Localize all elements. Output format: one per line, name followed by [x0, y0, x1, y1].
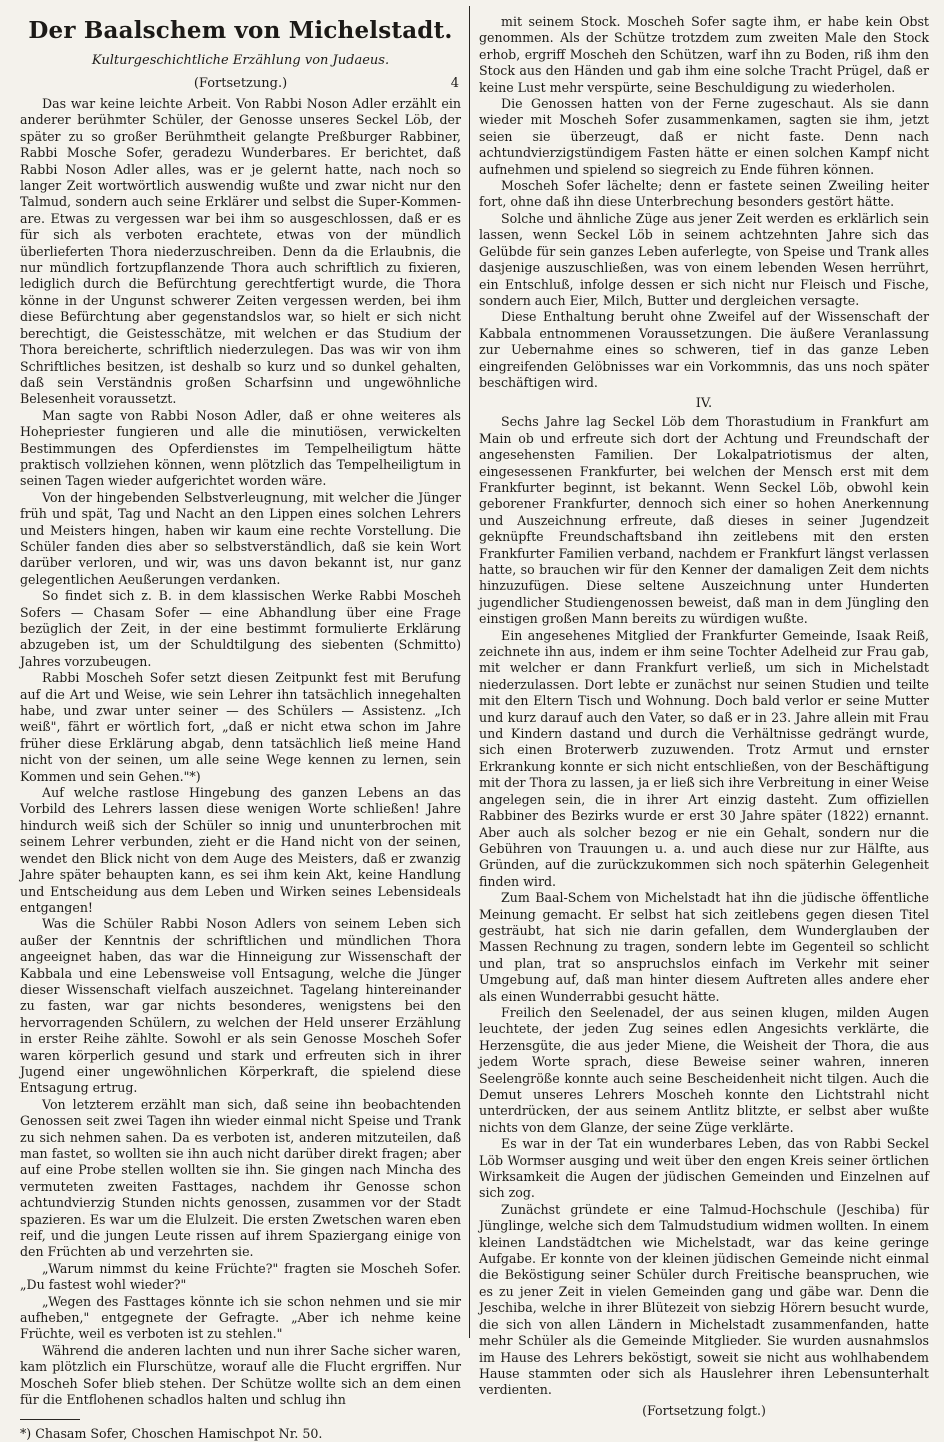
paragraph: Zum Baal-Schem von Michelstadt hat ihn die jüdische öffentliche Meinung gemacht. Er selbst hat sich zeitlebens gegen diesen Titel gesträubt, hat sich nie darin gefallen, dem Wunderglauben der Massen Rechnung zu tragen, sondern lebte im Gegenteil so schlicht und plan, trat so anspruchslos einfach im Verkehr mit seiner Umgebung auf, daß man hinter diesem Auftreten alles andere eher als einen Wunderrabbi gesucht hätte.	[479, 890, 929, 1004]
paragraph: So findet sich z. B. in dem klassischen Werke Rabbi Moscheh Sofers — Chasam Sofer — eine Abhandlung über eine Frage bezüglich der Zeit, in der eine bestimmt formulierte Erklärung abzugeben ist, um der Schuldtilgung des siebenten (Schmitto) Jahres vorzubeugen.	[20, 588, 461, 669]
paragraph: Auf welche rastlose Hingebung des ganzen Lebens an das Vorbild des Lehrers lassen diese wenigen Worte schließen! Jahre hindurch weiß sich der Schüler so innig und ununterbrochen mit seinem Lehrer verbunden, zieht er die Hand nicht von der seinen, wendet den Blick nicht von dem Auge des Meisters, daß er zwanzig Jahre später behaupten kann, es sei ihm kein Akt, keine Handlung und Entscheidung aus dem Leben und Wirken seines Lebensideals entgangen!	[20, 785, 461, 915]
paragraph: Während die anderen lachten und nun ihrer Sache sicher waren, kam plötzlich ein Flurschütze, worauf alle die Flucht ergriffen. Nur Moscheh Sofer blieb stehen. Der Schütze wollte sich an dem einen für die Entflohenen schadlos halten und schlug ihn	[20, 1342, 461, 1408]
paragraph: Die Genossen hatten von der Ferne zugeschaut. Als sie dann wieder mit Moscheh Sofer zusammenkamen, sagten sie ihm, jetzt seien sie überzeugt, daß er nicht faste. Denn nach achtundvierzigstündigem Fasten hätte er einen solchen Kampf nicht aufnehmen und spielend so siegreich zu Ende führen können.	[479, 96, 929, 177]
paragraph: Von letzterem erzählt man sich, daß seine ihn beobachtenden Genossen seit zwei Tagen ihn wieder einmal nicht Speise und Trank zu sich nehmen sahen. Da es verboten ist, anderen mitzuteilen, daß man fastet, so wollten sie ihn auch nicht darüber direkt fragen; aber auf eine Probe stellen wollten sie ihn. Sie gingen nach Mincha des vermuteten zweiten Fasttages, nachdem ihr Genosse schon achtundvierzig Stunden nichts genossen, zusammen vor der Stadt spazieren. Es war um die Elulzeit. Die ersten Zwetschen waren eben reif, und die jungen Leute rissen auf ihrem Spaziergang einige von den Früchten ab und verzehrten sie.	[20, 1096, 461, 1260]
paragraph: „Wegen des Fasttages könnte ich sie schon nehmen und sie mir aufheben," entgegnete der Gefragte. „Aber ich nehme keine Früchte, weil es verboten ist zu stehlen."	[20, 1293, 461, 1342]
article-title: Der Baalschem von Michelstadt.	[28, 17, 453, 44]
left-column	[20, 14, 461, 1441]
continuation-label: (Fortsetzung.)	[193, 76, 288, 91]
paragraph: Freilich den Seelenadel, der aus seinen klugen, milden Augen leuchtete, der jeden Zug seines edlen Angesichts verklärte, die Herzensgüte, die aus jeder Miene, die Weisheit der Thora, die aus jedem Worte sprach, diese Beweise seiner wahren, inneren Seelengröße konnte auch seine Bescheidenheit nicht tilgen. Auch die Demut unseres Lehrers Moscheh konnte den Lichtstrahl nicht unterdrücken, der aus seinem Antlitz blitzte, er selbst aber wußte nichts von dem Glanze, der seine Züge verklärte.	[479, 1004, 929, 1135]
paragraph: Diese Enthaltung beruht ohne Zweifel auf der Wissenschaft der Kabbala entnommenen Voraussetzungen. Die äußere Veranlassung zur Uebernahme eines so schweren, tief in das ganze Leben eingreifenden Gelöbnisses war ein Vorkommnis, das uns noch später beschäftigen wird.	[479, 309, 929, 390]
continuation-line	[20, 75, 461, 92]
paragraph: Rabbi Moscheh Sofer setzt diesen Zeitpunkt fest mit Berufung auf die Art und Weise, wie sein Lehrer ihn tatsächlich innegehalten habe, und zwar unter seiner — des Schülers — Assistenz. „Ich weiß", fährt er wörtlich fort, „daß er nicht etwa schon im Jahre früher diese Erklärung abgab, denn tatsächlich ließ meine Hand nicht von der seinen, um alle seine Wege kennen zu lernen, sein Kommen und sein Gehen."*)	[20, 670, 461, 784]
chapter-marker: 4	[450, 76, 459, 91]
paragraph: mit seinem Stock. Moscheh Sofer sagte ihm, er habe kein Obst genommen. Als der Schütze trotzdem zum zweiten Male den Stock erhob, ergriff Moscheh den Schützen, warf ihn zu Boden, riß ihm den Stock aus den Händen und gab ihm eine solche Tracht Prügel, daß er keine Lust mehr verspürte, seine Beschuldigung zu wiederholen.	[479, 14, 929, 95]
paragraph: Zunächst gründete er eine Talmud-Hochschule (Jeschiba) für Jünglinge, welche sich dem Talmudstudium widmen wollten. In einem kleinen Landstädtchen wie Michelstadt, war das keine geringe Aufgabe. Er konnte von der kleinen jüdischen Gemeinde nicht einmal die Beköstigung seiner Schüler durch Freitische beanspruchen, wie es zu jener Zeit in vielen Gemeinden gang und gäbe war. Denn die Jeschiba, welche in ihrer Blütezeit von siebzig Hörern besucht wurde, die sich von allen Ländern in Michelstadt zusammenfanden, hatte mehr Schüler als die Gemeinde Mitglieder. Sie wurden ausnahmslos im Hause des Lehrers beköstigt, soweit sie nicht aus wohlhabendem Hause stammten oder sich als Hauslehrer ihren Lebensunterhalt verdienten.	[479, 1201, 929, 1398]
paragraph: Es war in der Tat ein wunderbares Leben, das von Rabbi Seckel Löb Wormser ausging und weit über den engen Kreis seiner örtlichen Wirksamkeit die Augen der jüdischen Gemeinden und Einzelnen auf sich zog.	[479, 1136, 929, 1201]
footnote: *) Chasam Sofer, Choschen Hamischpot Nr. 50.	[20, 1425, 323, 1441]
left-body	[20, 96, 461, 1409]
section-number: IV.	[695, 396, 713, 412]
paragraph: Das war keine leichte Arbeit. Von Rabbi Noson Adler erzählt ein anderer berühmter Schüler, der Genosse unseres Seckel Löb, der später zu so großer Berühmtheit gelangte Preßburger Rabbiner, Rabbi Mosche Sofer, geradezu Wunderbares. Er berichtet, daß Rabbi Noson Adler alles, was er je gelernt hatte, nach noch so langer Zeit wortwörtlich auswendig wußte und zwar nicht nur den Talmud, sondern auch seine Erklärer und selbst die Super-Kommen-are. Etwas zu vergessen war bei ihm so ausgeschlossen, daß er es für sich als verboten erachtete, etwas von der mündlich überlieferten Thora niederzuschreiben. Denn da die Erlaubnis, die nur mündlich fortzupflanzende Thora auch schriftlich zu fixieren, lediglich durch die Befürchtung gerechtfertigt wurde, die Thora könne in der Ungunst schwerer Zeiten vergessen werden, bei ihm diese Befürchtung aber gegenstandslos war, so hielt er sich nicht berechtigt, die Geistesschätze, mit welchen er das Studium der Thora bereicherte, schriftlich niederzulegen. Das was wir von ihm Schriftliches besitzen, ist deshalb so kurz und so dunkel gehalten, daß sein Verständnis großen Scharfsinn und ungewöhnliche Belesenheit voraussetzt.	[20, 96, 461, 407]
article-subtitle: Kulturgeschichtliche Erzählung von Judaeus.	[91, 53, 390, 68]
paragraph: Ein angesehenes Mitglied der Frankfurter Gemeinde, Isaak Reiß, zeichnete ihn aus, indem er ihm seine Tochter Adelheid zur Frau gab, mit welcher er dann Frankfurt verließ, um sich in Michelstadt niederzulassen. Dort lebte er zunächst nur seinen Studien und teilte mit den Eltern Tisch und Wohnung. Doch bald verlor er seine Mutter und kurz darauf auch den Vater, so daß er in 23. Jahre allein mit Frau und Kindern dastand und durch die Verhältnisse gedrängt wurde, sich einen Broterwerb zuzuwenden. Trotz Armut und ernster Erkrankung konnte er sich nicht entschließen, von der Beschäftigung mit der Thora zu lassen, ja er ließ sich ihre Verbreitung in einer Weise angelegen sein, die in ihrer Art einzig dasteht. Zum offiziellen Rabbiner des Bezirks wurde er erst 30 Jahre später (1822) ernannt. Aber auch als solcher bezog er nie ein Gehalt, sondern nur die Gebühren von Trauungen u. a. und auch diese nur zur Hälfte, aus Gründen, auf die zurückzukommen sich noch späterhin Gelegenheit finden wird.	[479, 627, 929, 889]
column-divider	[469, 6, 470, 1338]
right-body-after	[479, 414, 929, 1398]
paragraph: Was die Schüler Rabbi Noson Adlers von seinem Leben sich außer der Kenntnis der schriftlichen und mündlichen Thora angeeignet haben, das war die Hinneigung zur Wissenschaft der Kabbala und eine Lebensweise voll Entsagung, welche die Jünger dieser Wissenschaft vielfach auszeichnet. Tagelang hintereinander zu fasten, war gar nichts besonderes, wenigstens bei den hervorragenden Schülern, zu welchen der Held unserer Erzählung in erster Reihe zählte. Sowohl er als sein Genosse Moscheh Sofer waren körperlich gesund und stark und erfreuten sich in ihrer Jugend einer ungewöhnlichen Körperkraft, die spielend diese Entsagung ertrug.	[20, 916, 461, 1096]
right-body-before	[479, 14, 929, 391]
paragraph: „Warum nimmst du keine Früchte?" fragten sie Moscheh Sofer. „Du fastest wohl wieder?"	[20, 1260, 461, 1293]
to-be-continued: (Fortsetzung folgt.)	[642, 1402, 766, 1418]
footnote-divider	[20, 1419, 80, 1420]
right-column	[479, 14, 929, 1418]
paragraph: Sechs Jahre lag Seckel Löb dem Thorastudium in Frankfurt am Main ob und erfreute sich dort der Achtung und Freundschaft der angesehensten Familien. Der Lokalpatriotismus der alten, eingesessenen Frankfurter, bei welchen der Mensch erst mit dem Frankfurter beginnt, ist bekannt. Wenn Seckel Löb, obwohl kein geborener Frankfurter, dennoch sich einer so hohen Anerkennung und Auszeichnung erfreute, daß dieses in seiner Jugendzeit geknüpfte Freundschaftsband ihn zeitlebens mit den ersten Frankfurter Familien verband, nachdem er Frankfurt längst verlassen hatte, so brauchen wir für den Kenner der damaligen Zeit dem nichts hinzuzufügen. Diese seltene Auszeichnung unter Hunderten jugendlicher Studiengenossen beweist, daß man in dem Jüngling den einstigen großen Mann bereits zu würdigen wußte.	[479, 414, 929, 627]
paragraph: Von der hingebenden Selbstverleugnung, mit welcher die Jünger früh und spät, Tag und Nacht an den Lippen eines solchen Lehrers und Meisters hingen, haben wir kaum eine rechte Vorstellung. Die Schüler fanden dies aber so selbstverständlich, daß sie kein Wort darüber verloren, und wir, was uns davon bekannt ist, nur ganz gelegentlichen Aeußerungen verdanken.	[20, 489, 461, 587]
paragraph: Man sagte von Rabbi Noson Adler, daß er ohne weiteres als Hohepriester fungieren und alle die minutiösen, verwickelten Bestimmungen des Opferdienstes im Tempelheiligtum hätte praktisch vollziehen können, wenn plötzlich das Tempelheiligtum in seinen Tagen wieder aufgerichtet worden wäre.	[20, 407, 461, 489]
paragraph: Solche und ähnliche Züge aus jener Zeit werden es erklärlich sein lassen, wenn Seckel Löb in seinem achtzehnten Jahre sich das Gelübde für sein ganzes Leben auferlegte, von Speise und Trank alles dasjenige auszuschließen, was von einem lebenden Wesen herrührt, ein Entschluß, infolge dessen er sich nicht nur Fleisch und Fische, sondern auch Eier, Milch, Butter und dergleichen versagte.	[479, 210, 929, 308]
paragraph: Moscheh Sofer lächelte; denn er fastete seinen Zweiling heiter fort, ohne daß ihn diese Unterbrechung besonders gestört hätte.	[479, 178, 929, 210]
